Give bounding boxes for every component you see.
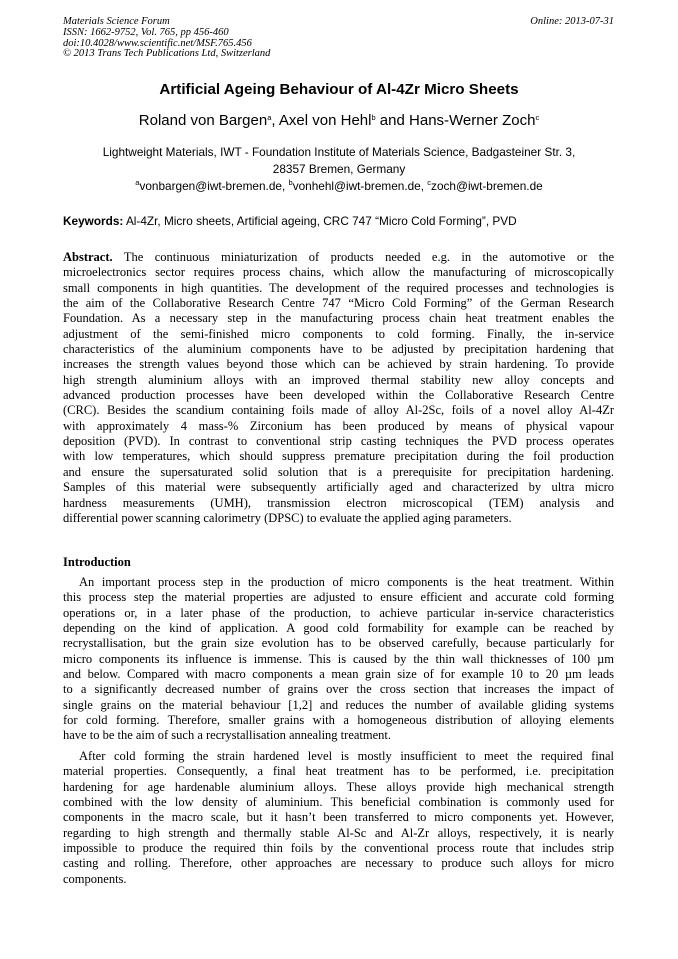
email-superscript: a xyxy=(135,178,140,187)
journal-header xyxy=(63,17,270,60)
keywords-label: Keywords: xyxy=(63,214,124,228)
email-list xyxy=(63,179,615,193)
author-superscript: b xyxy=(371,113,376,122)
email-address[interactable]: vonhehl@iwt-bremen.de xyxy=(292,179,421,193)
paragraph-line: components. xyxy=(63,871,127,886)
paragraph-line: material properties. Consequently, a final heat treatment has to be performed, i.e. precipitation xyxy=(63,764,614,779)
copyright-line: © 2013 Trans Tech Publications Ltd, Switzerland xyxy=(63,48,271,60)
paragraph-line: combined with the low density of aluminium. This beneficial combination is commonly used for xyxy=(63,795,614,810)
abstract-line: deposition (PVD). In contrast to conventional strip casting techniques the PVD process operates xyxy=(63,434,614,449)
author-separator: and xyxy=(375,112,410,129)
abstract-line: microelectronics sector requires process chains, which allow the manufacturing of microscopically xyxy=(63,265,614,280)
paper-title: Artificial Ageing Behaviour of Al-4Zr Micro Sheets xyxy=(159,81,519,98)
author-name: Hans-Werner Zoch xyxy=(409,112,536,129)
paragraph-line: have to be the aim of such a recrystallisation annealing treatment. xyxy=(63,728,392,743)
intro-paragraph-2 xyxy=(63,749,614,887)
paragraph-line: impossible to produce the required thin foils by the conventional process route that includes strip xyxy=(63,841,614,856)
abstract-line: hardness measurements (UMH), transmission electron microscopical (TEM) analysis and xyxy=(63,495,614,510)
abstract-line-text: The continuous miniaturization of products needed e.g. in the automotive or the xyxy=(112,250,614,264)
keywords xyxy=(63,214,623,228)
abstract-line: with approximately 4 mass-% Zirconium has been produced by means of physical vapour xyxy=(63,418,614,433)
paragraph-line: operations or, in a later phase of the production, to achieve particular in-service characteristics xyxy=(63,605,614,620)
abstract xyxy=(63,250,614,526)
email-superscript: c xyxy=(427,178,432,187)
paragraph-line: this process step the material properties are adjusted to ensure efficient and accurate cold forming xyxy=(63,590,614,605)
paragraph-line: micro components its influence is immense. This is caused by the thin wall thicknesses of 100 µm xyxy=(63,651,614,666)
paragraph-line: An important process step in the production of micro components is the heat treatment. Within xyxy=(79,575,614,589)
abstract-line: characteristics of the aluminium components have to be adjusted by precipitation hardening that xyxy=(63,342,614,357)
abstract-line xyxy=(63,250,614,265)
affiliation-line: 28357 Bremen, Germany xyxy=(272,162,406,176)
abstract-line: Foundation. As a necessary step in the manufacturing process chain heat treatment enables the xyxy=(63,311,614,326)
abstract-line: increases the strength values beyond those which can be achieved by strain hardening. To provide xyxy=(63,357,614,372)
author-list xyxy=(63,112,615,129)
abstract-line: (CRC). Besides the scandium containing foils made of alloy Al-2Sc, foils of a novel alloy Al-4Zr xyxy=(63,403,614,418)
paragraph-line: hardening for age hardenable aluminium alloys. These alloys provide high mechanical strength xyxy=(63,779,614,794)
email-address[interactable]: vonbargen@iwt-bremen.de xyxy=(139,179,282,193)
issn-line: ISSN: 1662-9752, Vol. 765, pp 456-460 xyxy=(63,26,229,38)
abstract-line: differential power scanning calorimetry (DPSC) to evaluate the applied aging parameters. xyxy=(63,510,512,525)
paragraph-line: casting and rolling. Therefore, other approaches are necessary to produce such alloys for micro xyxy=(63,856,614,871)
paragraph-line: for cold forming. Therefore, smaller grains with a homogeneous distribution of alloying elements xyxy=(63,713,614,728)
paragraph-line: single grains on the material behaviour [1,2] and reduces the number of available gliding systems xyxy=(63,697,614,712)
abstract-line: adjustment of the semi-finished micro components to cold forming. Finally, the in-service xyxy=(63,326,614,341)
online-date: Online: 2013-07-31 xyxy=(530,16,614,27)
author-name: Axel von Hehl xyxy=(278,112,372,129)
email-address[interactable]: zoch@iwt-bremen.de xyxy=(431,179,543,193)
doi-line: doi:10.4028/www.scientific.net/MSF.765.456 xyxy=(63,37,252,49)
abstract-line: and ensure the supersaturated solid solution that is a prerequisite for precipitation hardening. xyxy=(63,464,614,479)
abstract-label: Abstract. xyxy=(63,250,113,264)
affiliation-line: Lightweight Materials, IWT - Foundation Institute of Materials Science, Badgasteiner Str. 3, xyxy=(102,145,576,159)
paragraph-line: After cold forming the strain hardened level is mostly insufficient to meet the required final xyxy=(79,749,614,763)
abstract-line: the aim of the Collaborative Research Centre 747 “Micro Cold Forming” of the German Research xyxy=(63,296,614,311)
paragraph-line: to a significantly decreased number of grains over the cross section that increases the impact of xyxy=(63,682,614,697)
abstract-line: with low temperatures, which should suppress premature precipitation during the foil production xyxy=(63,449,614,464)
author-superscript: c xyxy=(535,113,540,122)
paragraph-line: recrystallisation, but the grain size evolution has to be observed carefully, because particularly for xyxy=(63,636,614,651)
paragraph-line: components in the macro scale, but it hasn’t been transferred to micro components yet. However, xyxy=(63,810,614,825)
abstract-line: advanced production processes have been developed within the Collaborative Research Centre xyxy=(63,388,614,403)
author-name: Roland von Bargen xyxy=(138,112,268,129)
paragraph-line: regarding to high strength and thermally stable Al-Sc and Al-Zr alloys, respectively, it is nearly xyxy=(63,825,614,840)
intro-paragraph-1 xyxy=(63,575,614,744)
paragraph-line: depending on the kind of application. A good cold formability for example can be reached by xyxy=(63,621,614,636)
author-superscript: a xyxy=(267,113,272,122)
paragraph-line: and below. Compared with macro components a mean grain size of for example 10 to 20 µm leads xyxy=(63,667,614,682)
section-heading-introduction: Introduction xyxy=(63,555,131,569)
affiliation xyxy=(63,144,615,178)
abstract-line: small components in high quantities. The development of the required processes and technologies is xyxy=(63,280,614,295)
abstract-line: high strength aluminium alloys with an improved thermal stability new alloy concepts and xyxy=(63,372,614,387)
abstract-line: Samples of this material were subsequently artificially aged and characterized by ultra micro xyxy=(63,480,614,495)
email-separator: , xyxy=(281,179,289,193)
keywords-text: Al-4Zr, Micro sheets, Artificial ageing, CRC 747 “Micro Cold Forming”, PVD xyxy=(123,214,517,228)
author-separator: , xyxy=(271,112,279,129)
journal-name: Materials Science Forum xyxy=(63,16,170,27)
email-superscript: b xyxy=(288,178,293,187)
email-separator: , xyxy=(420,179,428,193)
